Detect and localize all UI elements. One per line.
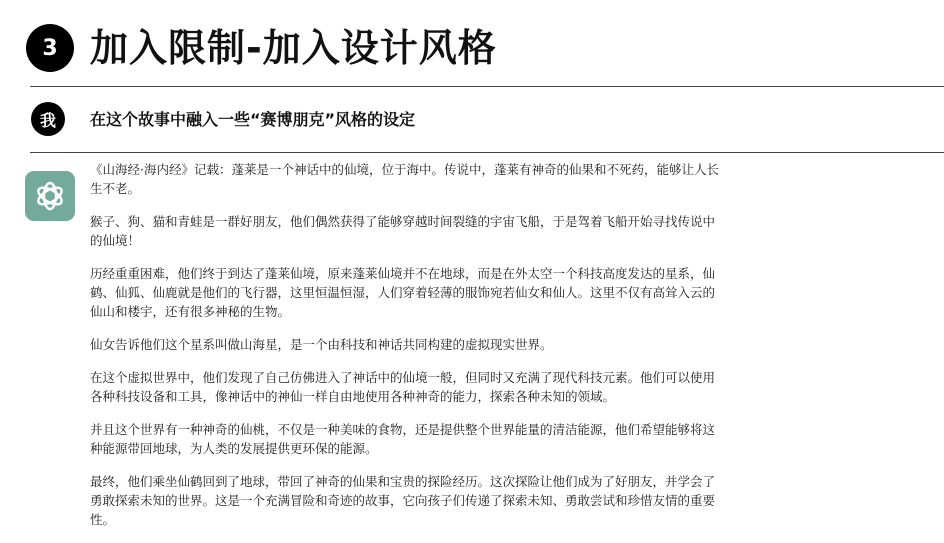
assistant-avatar xyxy=(25,171,75,221)
user-prompt-text: 在这个故事中融入一些“赛博朋克”风格的设定 xyxy=(90,110,416,129)
step-number-badge: 3 xyxy=(26,24,74,72)
answer-paragraph: 历经重重困难，他们终于到达了蓬莱仙境，原来蓬莱仙境并不在地球，而是在外太空一个科技高度发达的星系，仙鹤、仙狐、仙鹿就是他们的飞行器，这里恒温恒湿，人们穿着轻薄的服饰宛若仙女和仙人。这里不仅有高耸入云的仙山和楼宇，还有很多神秘的生物。 xyxy=(90,266,716,319)
answer-paragraph: 在这个虚拟世界中，他们发现了自己仿佛进入了神话中的仙境一般，但同时又充满了现代科技元素。他们可以使用各种科技设备和工具，像神话中的神仙一样自由地使用各种神奇的能力，探索各种未知的领域。 xyxy=(90,370,716,404)
answer-paragraph: 最终，他们乘坐仙鹤回到了地球，带回了神奇的仙果和宝贵的探险经历。这次探险让他们成为了好朋友，并学会了勇敢探索未知的世界。这是一个充满冒险和奇迹的故事，它向孩子们传递了探索未知、勇敢尝试和珍惜友情的重要性。 xyxy=(90,474,716,527)
openai-logo-icon xyxy=(32,178,68,214)
user-avatar: 我 xyxy=(31,102,65,136)
answer-paragraph: 并且这个世界有一种神奇的仙桃，不仅是一种美味的食物，还是提供整个世界能量的清洁能源，他们希望能够将这种能源带回地球，为人类的发展提供更环保的能源。 xyxy=(90,422,716,456)
message-divider xyxy=(30,152,944,153)
page-title: 加入限制-加入设计风格 xyxy=(90,26,497,70)
header-divider xyxy=(30,86,944,87)
answer-paragraph: 仙女告诉他们这个星系叫做山海星，是一个由科技和神话共同构建的虚拟现实世界。 xyxy=(90,337,553,352)
assistant-answer xyxy=(90,160,720,543)
answer-paragraph: 猴子、狗、猫和青蛙是一群好朋友，他们偶然获得了能够穿越时间裂缝的宇宙飞船，于是驾着飞船开始寻找传说中的仙境！ xyxy=(90,214,716,248)
answer-paragraph: 《山海经·海内经》记载：蓬莱是一个神话中的仙境，位于海中。传说中，蓬莱有神奇的仙果和不死药，能够让人长生不老。 xyxy=(90,162,719,196)
